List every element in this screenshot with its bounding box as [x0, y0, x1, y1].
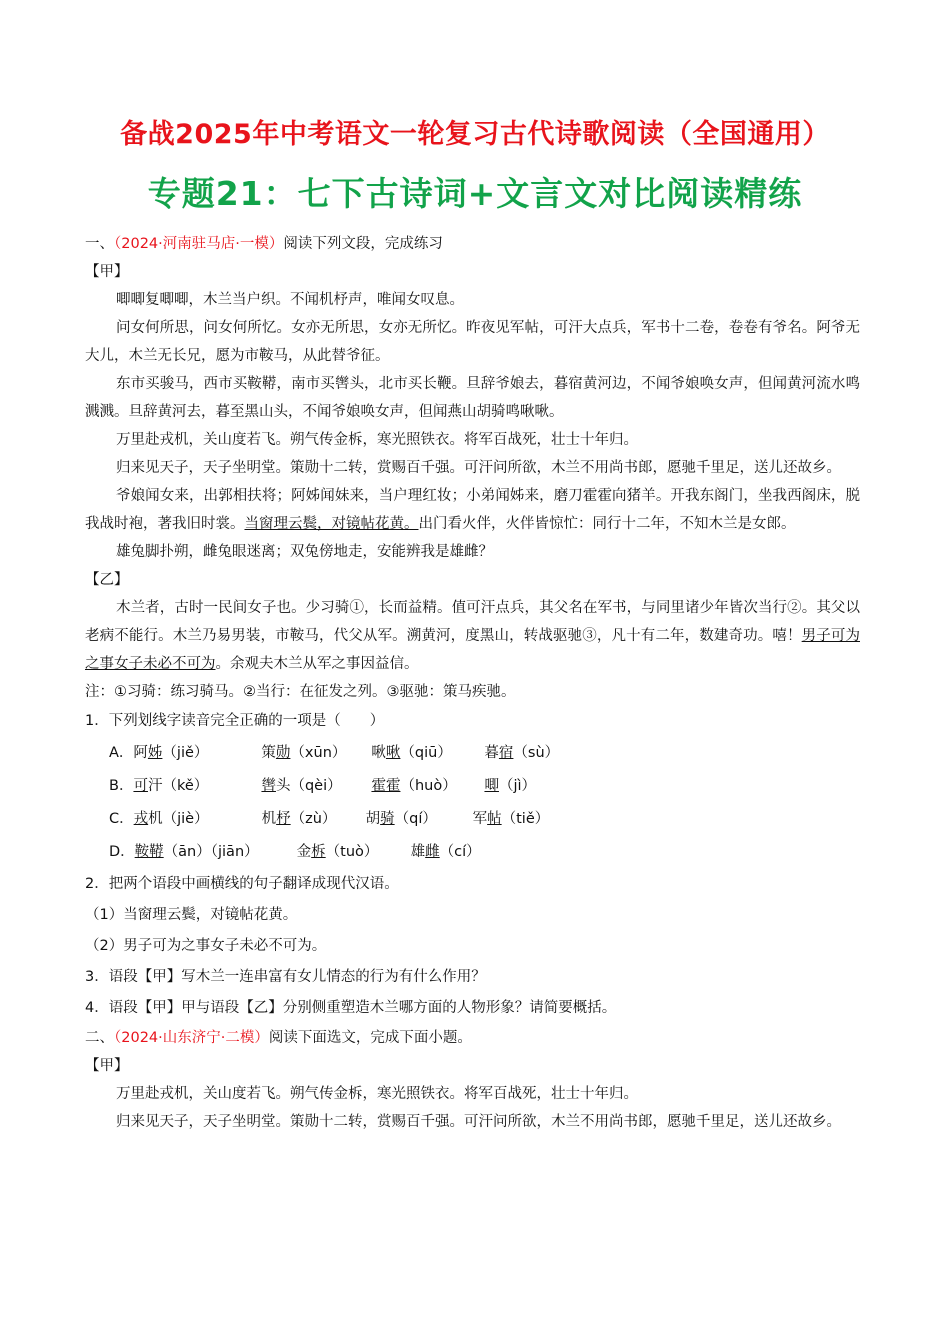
poem-paragraph: 万里赴戎机，关山度若飞。朔气传金柝，寒光照铁衣。将军百战死，壮士十年归。	[116, 1086, 638, 1102]
question-2-2: （2）男子可为之事女子未必不可为。	[85, 938, 327, 954]
passage-label-jia: 【甲】	[85, 1058, 129, 1074]
underlined-sentence: 当窗理云鬓，对镜帖花黄。	[244, 516, 419, 532]
poem-paragraph: 唧唧复唧唧，木兰当户织。不闻机杼声，唯闻女叹息。	[116, 292, 464, 308]
document-title: 备战2025年中考语文一轮复习古代诗歌阅读（全国通用）	[120, 119, 830, 150]
poem-paragraph: 万里赴戎机，关山度若飞。朔气传金柝，寒光照铁衣。将军百战死，壮士十年归。	[116, 432, 638, 448]
section-number: 一、	[85, 236, 114, 252]
source-tag: （2024·山东济宁·二模）	[114, 1030, 269, 1046]
poem-paragraph: 雄兔脚扑朔，雌兔眼迷离；双兔傍地走，安能辨我是雄雌？	[116, 544, 493, 560]
option-c: C．戎机（jiè） 机杼（zù） 胡骑（qí） 军帖（tiě）	[109, 811, 550, 827]
option-b: B．可汗（kě） 辔头（qèi） 霍霍（huò） 唧（jì）	[109, 778, 537, 794]
section-2-heading	[85, 1024, 860, 1052]
underlined-sentence: 男子可为之事女子未必不可为	[85, 628, 860, 672]
poem-paragraph: 问女何所思，问女何所忆。女亦无所思，女亦无所忆。昨夜见军帖，可汗大点兵，军书十二卷，卷卷有爷名。阿爷无大儿，木兰无长兄，愿为市鞍马，从此替爷征。	[85, 320, 860, 364]
question-4: 4．语段【甲】甲与语段【乙】分别侧重塑造木兰哪方面的人物形象？请简要概括。	[85, 1000, 617, 1016]
section-number: 二、	[85, 1030, 114, 1046]
question-3: 3．语段【甲】写木兰一连串富有女儿情态的行为有什么作用？	[85, 969, 486, 985]
instruction: 阅读下面选文，完成下面小题。	[268, 1030, 472, 1046]
poem-paragraph-underlined: 爷娘闻女来，出郭相扶将；阿姊闻妹来，当户理红妆；小弟闻姊来，磨刀霍霍向猪羊。开我东阁门，坐我西阁床，脱我战时袍，著我旧时裳。当窗理云鬓，对镜帖花黄。出门看火伴，火伴皆惊忙：同行十二年，不知木兰是女郎。	[85, 488, 860, 532]
poem-paragraph: 东市买骏马，西市买鞍鞯，南市买辔头，北市买长鞭。旦辞爷娘去，暮宿黄河边，不闻爷娘唤女声，但闻黄河流水鸣溅溅。旦辞黄河去，暮至黑山头，不闻爷娘唤女声，但闻燕山胡骑鸣啾啾。	[85, 376, 860, 420]
option-a: A．阿姊（jiě） 策勋（xūn） 啾啾（qiū） 暮宿（sù）	[109, 745, 560, 761]
document-body	[85, 230, 860, 1136]
question-2: 2．把两个语段中画横线的句子翻译成现代汉语。	[85, 876, 399, 892]
passage-label-jia: 【甲】	[85, 264, 129, 280]
poem-paragraph: 归来见天子，天子坐明堂。策勋十二转，赏赐百千强。可汗问所欲，木兰不用尚书郎，愿驰千里足，送儿还故乡。	[116, 1114, 841, 1130]
source-tag: （2024·河南驻马店·一模）	[114, 236, 284, 252]
section-1-heading	[85, 230, 860, 258]
poem-paragraph: 归来见天子，天子坐明堂。策勋十二转，赏赐百千强。可汗问所欲，木兰不用尚书郎，愿驰千里足，送儿还故乡。	[116, 460, 841, 476]
passage-label-yi: 【乙】	[85, 572, 129, 588]
instruction: 阅读下列文段，完成练习	[283, 236, 443, 252]
question-1: 1．下列划线字读音完全正确的一项是（ ）	[85, 713, 385, 729]
classical-prose: 木兰者，古时一民间女子也。少习骑①，长而益精。值可汗点兵，其父名在军书，与同里诸少年皆次当行②。其父以老病不能行。木兰乃易男装，市鞍马，代父从军。溯黄河，度黑山，转战驱驰③，凡十有二年，数建奇功。嘻！男子可为之事女子未必不可为。余观夫木兰从军之事因益信。	[85, 600, 860, 672]
document-subtitle: 专题21：七下古诗词+文言文对比阅读精练	[147, 174, 803, 213]
annotation-note: 注：①习骑：练习骑马。②当行：在征发之列。③驱驰：策马疾驰。	[85, 684, 516, 700]
question-2-1: （1）当窗理云鬓，对镜帖花黄。	[85, 907, 298, 923]
option-d: D．鞍鞯（ān）（jiān） 金柝（tuò） 雄雌（cí）	[109, 844, 481, 860]
